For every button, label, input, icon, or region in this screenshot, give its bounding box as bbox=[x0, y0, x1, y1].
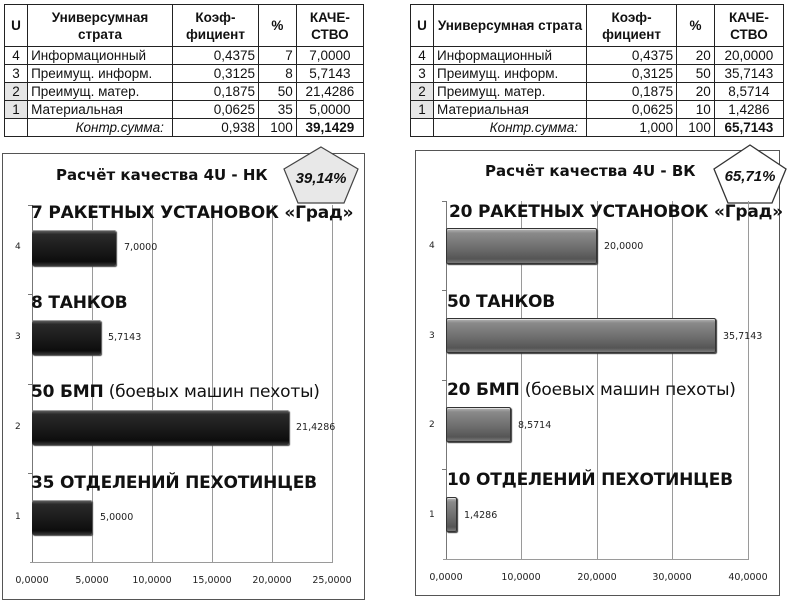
table-row bbox=[5, 47, 364, 65]
table-row bbox=[411, 101, 784, 119]
cell-quality: 8,5714 bbox=[714, 83, 783, 101]
sum-coef: 0,938 bbox=[172, 119, 258, 137]
header-coef: Коэф-фициент bbox=[587, 5, 677, 47]
category-label: 4 bbox=[429, 241, 435, 251]
cell-quality: 5,0000 bbox=[296, 101, 363, 119]
cell-strata: Материальная bbox=[434, 101, 587, 119]
x-tick-label: 10,0000 bbox=[501, 572, 541, 583]
bar-caption: 10 ОТДЕЛЕНИЙ ПЕХОТИНЦЕВ bbox=[447, 470, 733, 490]
category-label: 2 bbox=[15, 422, 21, 432]
cell-u: 2 bbox=[5, 83, 28, 101]
bar-value-label: 20,0000 bbox=[604, 241, 644, 252]
x-tick-label: 5,0000 bbox=[75, 575, 109, 586]
sum-pct: 100 bbox=[677, 119, 715, 137]
bar-caption: 20 БМП (боевых машин пехоты) bbox=[447, 380, 736, 400]
bar bbox=[446, 228, 597, 264]
badge-value-vk: 65,71% bbox=[724, 168, 776, 185]
cell-coef: 0,4375 bbox=[172, 47, 258, 65]
cell-quality: 21,4286 bbox=[296, 83, 363, 101]
x-tick-label: 0,0000 bbox=[15, 575, 49, 586]
bar-caption: 8 ТАНКОВ bbox=[31, 293, 128, 313]
header-u: U bbox=[411, 5, 434, 47]
bar-value-label: 1,4286 bbox=[464, 510, 498, 521]
bar bbox=[32, 320, 101, 355]
bar bbox=[446, 497, 457, 532]
cell-quality: 5,7143 bbox=[296, 65, 363, 83]
cell-strata: Информационный bbox=[28, 47, 173, 65]
bar-caption: 50 ТАНКОВ bbox=[447, 292, 556, 312]
cell-strata: Информационный bbox=[434, 47, 587, 65]
cell-quality: 35,7143 bbox=[714, 65, 783, 83]
chart-title-nk: Расчёт качества 4U - НК bbox=[56, 166, 268, 184]
sum-pct: 100 bbox=[259, 119, 297, 137]
sum-quality: 39,1429 bbox=[296, 119, 363, 137]
x-axis bbox=[443, 559, 749, 560]
cell-u: 2 bbox=[411, 83, 434, 101]
header-pct: % bbox=[677, 5, 715, 47]
bar bbox=[32, 500, 92, 535]
table-header-row bbox=[5, 5, 364, 47]
cell-quality: 7,0000 bbox=[296, 47, 363, 65]
table-row bbox=[411, 83, 784, 101]
cell-coef: 0,1875 bbox=[172, 83, 258, 101]
cell-coef: 0,3125 bbox=[587, 65, 677, 83]
gridline bbox=[748, 201, 749, 559]
bar bbox=[32, 230, 116, 266]
table-row bbox=[411, 65, 784, 83]
cell-pct: 10 bbox=[677, 101, 715, 119]
x-tick-label: 30,0000 bbox=[652, 572, 692, 583]
strata-table-vk bbox=[410, 4, 784, 137]
cell-u: 3 bbox=[411, 65, 434, 83]
bar bbox=[32, 410, 289, 445]
cell-coef: 0,3125 bbox=[172, 65, 258, 83]
cell-quality: 20,0000 bbox=[714, 47, 783, 65]
bar-caption: 50 БМП (боевых машин пехоты) bbox=[31, 382, 320, 402]
cell-empty bbox=[411, 119, 434, 137]
category-label: 3 bbox=[15, 332, 21, 342]
x-tick-label: 20,0000 bbox=[577, 572, 617, 583]
y-tick bbox=[442, 469, 446, 470]
cell-strata: Материальная bbox=[28, 101, 173, 119]
cell-u: 1 bbox=[5, 101, 28, 119]
header-quality: КАЧЕ-СТВО bbox=[296, 5, 363, 47]
cell-coef: 0,1875 bbox=[587, 83, 677, 101]
bar-caption: 20 РАКЕТНЫХ УСТАНОВОК «Град» bbox=[449, 202, 783, 222]
bar-value-label: 7,0000 bbox=[124, 242, 158, 253]
x-tick-label: 0,0000 bbox=[429, 572, 463, 583]
y-tick bbox=[442, 201, 446, 202]
cell-strata: Преимущ. информ. bbox=[434, 65, 587, 83]
cell-pct: 50 bbox=[259, 83, 297, 101]
x-tick-label: 20,0000 bbox=[252, 575, 292, 586]
bar-value-label: 8,5714 bbox=[518, 420, 552, 431]
cell-u: 3 bbox=[5, 65, 28, 83]
sum-coef: 1,000 bbox=[587, 119, 677, 137]
category-label: 1 bbox=[15, 512, 21, 522]
table-header-row bbox=[411, 5, 784, 47]
header-u: U bbox=[5, 5, 28, 47]
cell-empty bbox=[5, 119, 28, 137]
badge-value-nk: 39,14% bbox=[295, 170, 347, 187]
bar bbox=[446, 407, 511, 442]
sum-quality: 65,7143 bbox=[714, 119, 783, 137]
y-tick bbox=[442, 380, 446, 381]
bar bbox=[446, 318, 716, 353]
cell-u: 4 bbox=[411, 47, 434, 65]
cell-pct: 35 bbox=[259, 101, 297, 119]
header-quality: КАЧЕ-СТВО bbox=[714, 5, 783, 47]
cell-pct: 8 bbox=[259, 65, 297, 83]
category-label: 3 bbox=[429, 331, 435, 341]
cell-pct: 50 bbox=[677, 65, 715, 83]
cell-u: 4 bbox=[5, 47, 28, 65]
category-label: 2 bbox=[429, 420, 435, 430]
header-strata: Универсумная страта bbox=[28, 5, 173, 47]
sum-label: Контр.сумма: bbox=[434, 119, 587, 137]
bar-value-label: 5,7143 bbox=[108, 332, 142, 343]
y-tick bbox=[442, 290, 446, 291]
table-row bbox=[411, 47, 784, 65]
x-tick-label: 15,0000 bbox=[192, 575, 232, 586]
x-tick-label: 10,0000 bbox=[132, 575, 172, 586]
bar-value-label: 35,7143 bbox=[723, 331, 763, 342]
cell-pct: 20 bbox=[677, 47, 715, 65]
x-tick-label: 25,0000 bbox=[312, 575, 352, 586]
cell-strata: Преимущ. информ. bbox=[28, 65, 173, 83]
table-row bbox=[5, 83, 364, 101]
cell-pct: 20 bbox=[677, 83, 715, 101]
cell-coef: 0,4375 bbox=[587, 47, 677, 65]
bar-caption: 35 ОТДЕЛЕНИЙ ПЕХОТИНЦЕВ bbox=[31, 473, 317, 493]
bar-value-label: 5,0000 bbox=[100, 512, 134, 523]
table-sum-row bbox=[411, 119, 784, 137]
x-tick-label: 40,0000 bbox=[728, 572, 768, 583]
table-row bbox=[5, 101, 364, 119]
cell-quality: 1,4286 bbox=[714, 101, 783, 119]
cell-strata: Преимущ. матер. bbox=[434, 83, 587, 101]
category-label: 4 bbox=[15, 242, 21, 252]
table-sum-row bbox=[5, 119, 364, 137]
x-axis bbox=[30, 562, 333, 563]
category-label: 1 bbox=[429, 510, 435, 520]
chart-title-vk: Расчёт качества 4U - ВК bbox=[485, 162, 696, 180]
bar-caption: 7 РАКЕТНЫХ УСТАНОВОК «Град» bbox=[31, 203, 354, 223]
table-row bbox=[5, 65, 364, 83]
cell-u: 1 bbox=[411, 101, 434, 119]
header-coef: Коэф-фициент bbox=[172, 5, 258, 47]
header-pct: % bbox=[259, 5, 297, 47]
sum-label: Контр.сумма: bbox=[28, 119, 173, 137]
cell-strata: Преимущ. матер. bbox=[28, 83, 173, 101]
header-strata: Универсумная страта bbox=[434, 5, 587, 47]
strata-table-nk bbox=[4, 4, 364, 137]
cell-coef: 0,0625 bbox=[587, 101, 677, 119]
cell-pct: 7 bbox=[259, 47, 297, 65]
gridline bbox=[332, 205, 333, 562]
bar-value-label: 21,4286 bbox=[296, 422, 336, 433]
cell-coef: 0,0625 bbox=[172, 101, 258, 119]
